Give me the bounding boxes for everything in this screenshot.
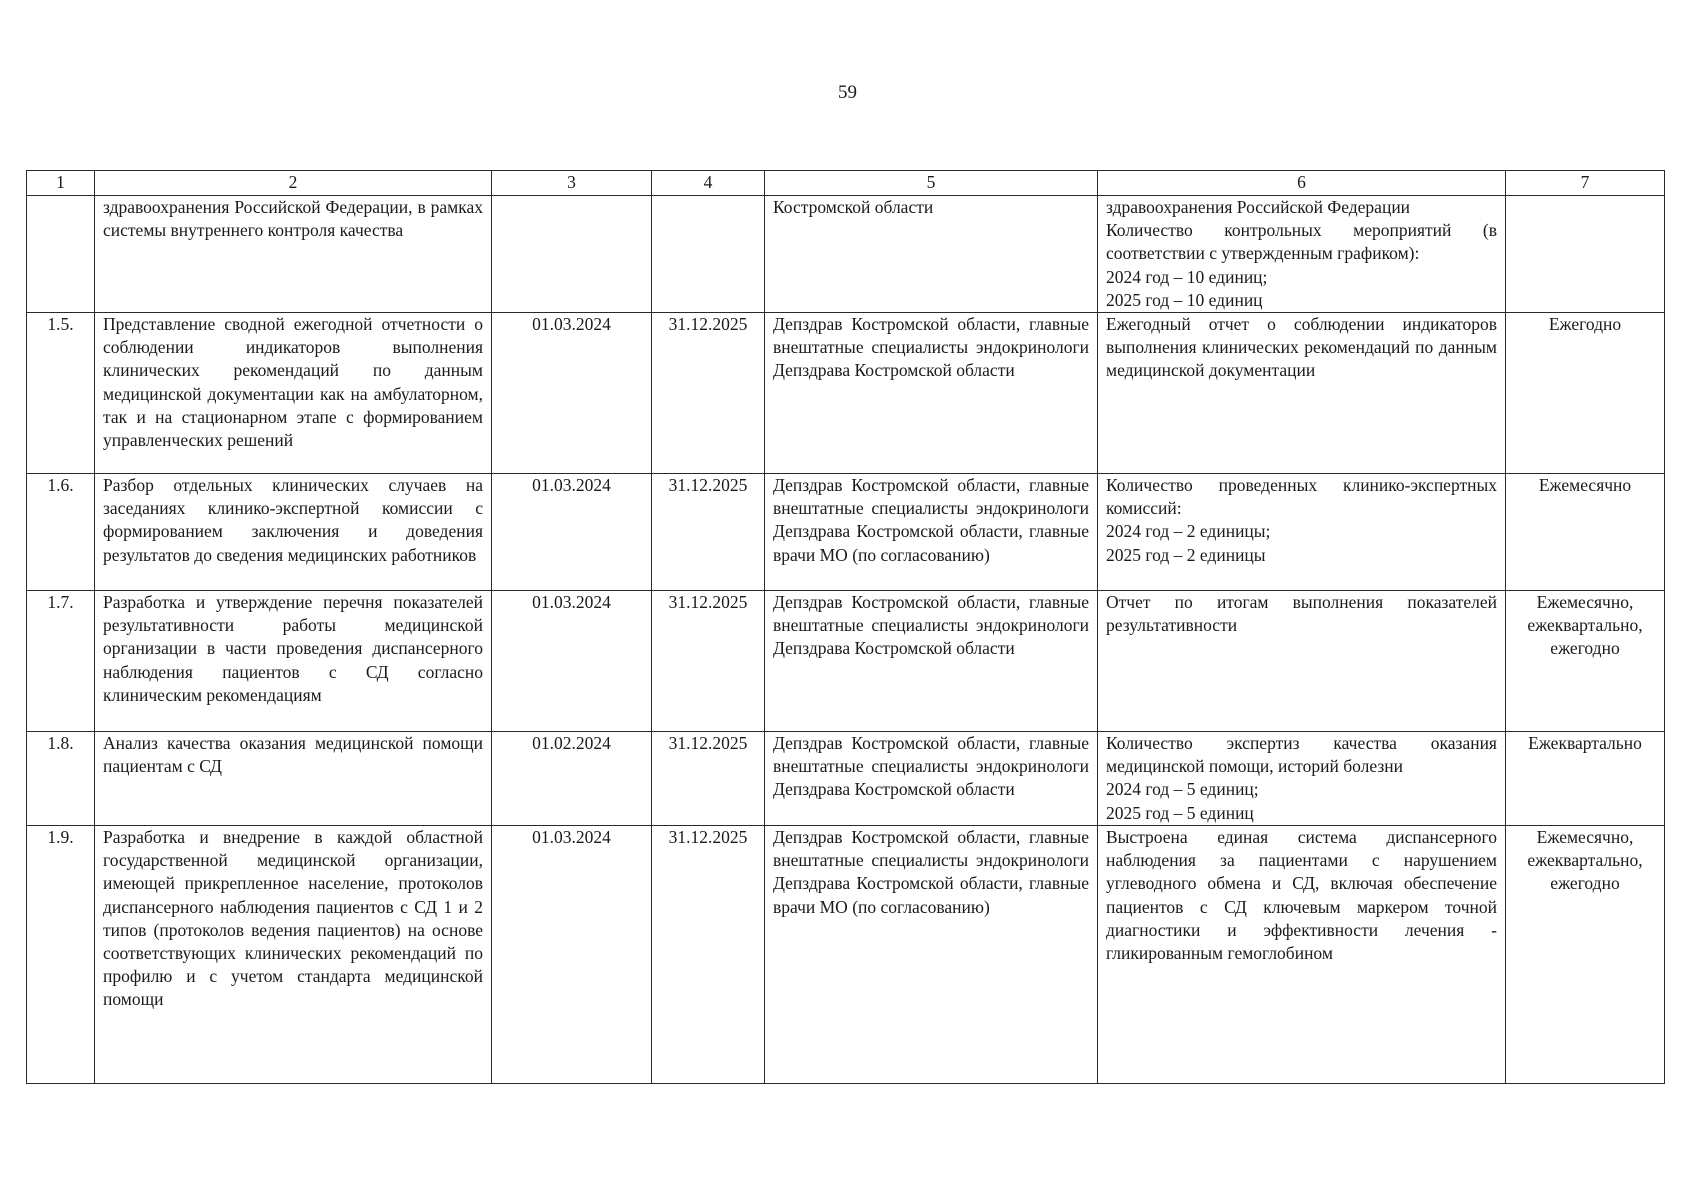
result-line: Количество контрольных мероприятий (в соответствии с утвержденным графиком): (1106, 220, 1497, 264)
activity-cell: Разработка и внедрение в каждой областной государственной медицинской организации, имеющей прикрепленное население, протоколов диспансерного наблюдения пациентов с СД 1 и 2 типов (протоколов ведения пациентов) на основе соответствующих клинических рекомендаций по профилю и с учетом стандарта медицинской помощи (95, 826, 492, 1084)
result-cell (1098, 591, 1506, 732)
start-date: 01.03.2024 (492, 474, 652, 591)
column-number-row (27, 171, 1665, 196)
result-cell (1098, 826, 1506, 1084)
result-line: Количество проведенных клинико-экспертных комиссий: (1106, 475, 1497, 519)
result-cell (1098, 196, 1506, 313)
responsible-cell: Депздрав Костромской области, главные внештатные специалисты эндокринологи Депздрава Костромской области, главные врачи МО (по согласованию) (765, 474, 1098, 591)
periodicity-cell (1506, 196, 1665, 313)
activity-cell: Представление сводной ежегодной отчетности о соблюдении индикаторов выполнения клинических рекомендаций по данным медицинской документации как на амбулаторном, так и на стационарном этапе с формированием управленческих решений (95, 313, 492, 474)
activity-cell: Разбор отдельных клинических случаев на заседаниях клинико-экспертной комиссии с формированием заключения и доведения результатов до сведения медицинских работников (95, 474, 492, 591)
periodicity-cell: Ежемесячно, ежеквартально, ежегодно (1506, 826, 1665, 1084)
result-line: 2025 год – 2 единицы (1106, 544, 1266, 565)
end-date: 31.12.2025 (652, 826, 765, 1084)
start-date (492, 196, 652, 313)
item-number: 1.6. (27, 474, 95, 591)
result-line: 2025 год – 5 единиц (1106, 802, 1254, 823)
column-header: 6 (1098, 171, 1506, 196)
responsible-cell: Депздрав Костромской области, главные внештатные специалисты эндокринологи Депздрава Костромской области (765, 313, 1098, 474)
item-number (27, 196, 95, 313)
table-row (27, 474, 1665, 591)
item-number: 1.8. (27, 732, 95, 826)
result-cell (1098, 313, 1506, 474)
table-row (27, 732, 1665, 826)
result-line: 2024 год – 5 единиц; (1106, 779, 1259, 800)
result-line: 2024 год – 2 единицы; (1106, 521, 1271, 542)
table-row (27, 591, 1665, 732)
item-number: 1.7. (27, 591, 95, 732)
periodicity-cell: Ежемесячно, ежеквартально, ежегодно (1506, 591, 1665, 732)
result-line: 2024 год – 10 единиц; (1106, 266, 1268, 287)
responsible-cell: Депздрав Костромской области, главные внештатные специалисты эндокринологи Депздрава Костромской области (765, 591, 1098, 732)
end-date (652, 196, 765, 313)
start-date: 01.03.2024 (492, 826, 652, 1084)
start-date: 01.02.2024 (492, 732, 652, 826)
column-header: 1 (27, 171, 95, 196)
column-header: 3 (492, 171, 652, 196)
table-row (27, 826, 1665, 1084)
end-date: 31.12.2025 (652, 732, 765, 826)
result-line: 2025 год – 10 единиц (1106, 289, 1263, 310)
start-date: 01.03.2024 (492, 591, 652, 732)
periodicity-cell: Ежеквартально (1506, 732, 1665, 826)
end-date: 31.12.2025 (652, 474, 765, 591)
result-line: Ежегодный отчет о соблюдении индикаторов выполнения клинических рекомендаций по данным медицинской документации (1106, 314, 1497, 381)
result-line: Выстроена единая система диспансерного наблюдения за пациентами с нарушением углеводного обмена и СД, включая обеспечение пациентов с СД ключевым маркером точной диагностики и эффективности лечения - гликированным гемоглобином (1106, 827, 1497, 964)
result-line: здравоохранения Российской Федерации (1106, 197, 1411, 217)
activity-cell: Разработка и утверждение перечня показателей результативности работы медицинской организации в части проведения диспансерного наблюдения пациентов с СД согласно клиническим рекомендациям (95, 591, 492, 732)
periodicity-cell: Ежемесячно (1506, 474, 1665, 591)
result-cell (1098, 474, 1506, 591)
result-line: Отчет по итогам выполнения показателей результативности (1106, 592, 1497, 636)
end-date: 31.12.2025 (652, 591, 765, 732)
periodicity-cell: Ежегодно (1506, 313, 1665, 474)
responsible-cell: Депздрав Костромской области, главные внештатные специалисты эндокринологи Депздрава Костромской области (765, 732, 1098, 826)
plan-table (26, 170, 1665, 1084)
result-cell (1098, 732, 1506, 826)
result-line: Количество экспертиз качества оказания медицинской помощи, историй болезни (1106, 733, 1497, 777)
activity-cell: Анализ качества оказания медицинской помощи пациентам с СД (95, 732, 492, 826)
column-header: 5 (765, 171, 1098, 196)
table-row (27, 313, 1665, 474)
page-number: 59 (838, 82, 857, 103)
table-row (27, 196, 1665, 313)
activity-cell: здравоохранения Российской Федерации, в рамках системы внутреннего контроля качества (95, 196, 492, 313)
item-number: 1.9. (27, 826, 95, 1084)
column-header: 4 (652, 171, 765, 196)
responsible-cell: Депздрав Костромской области, главные внештатные специалисты эндокринологи Депздрава Костромской области, главные врачи МО (по согласованию) (765, 826, 1098, 1084)
column-header: 7 (1506, 171, 1665, 196)
item-number: 1.5. (27, 313, 95, 474)
responsible-cell: Костромской области (765, 196, 1098, 313)
start-date: 01.03.2024 (492, 313, 652, 474)
column-header: 2 (95, 171, 492, 196)
end-date: 31.12.2025 (652, 313, 765, 474)
